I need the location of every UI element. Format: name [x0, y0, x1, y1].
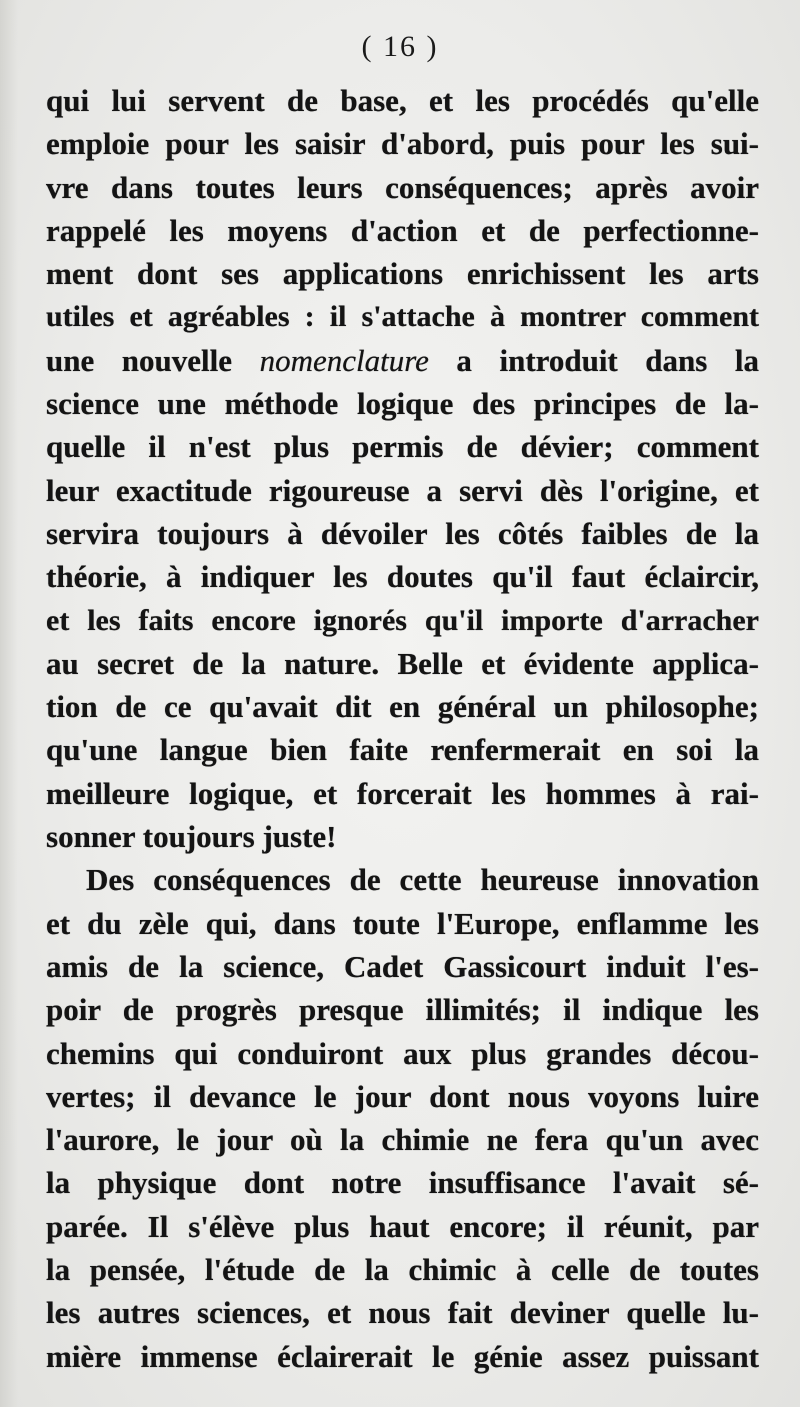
italic-term: nomenclature — [259, 342, 429, 378]
text-line: vre dans toutes leurs conséquences; après avoir — [46, 169, 759, 205]
text-line: mière immense éclairerait le génie assez puissant — [46, 1338, 759, 1374]
text-line: qu'une langue bien faite renfermerait en soi la — [46, 732, 759, 768]
text-line: la physique dont notre insuffisance l'avait sé- — [46, 1165, 759, 1201]
text-line: la pensée, l'étude de la chimic à celle de toutes — [46, 1252, 759, 1288]
text-line: vertes; il devance le jour dont nous voyons luire — [46, 1078, 759, 1114]
text-line: et les faits encore ignorés qu'il importe d'arracher — [46, 603, 759, 637]
text-line: une nouvelle nomenclature a introduit dans la — [46, 342, 760, 378]
text-line: leur exactitude rigoureuse a servi dès l'origine, et — [46, 472, 759, 508]
text-line: et du zèle qui, dans toute l'Europe, enflamme les — [46, 905, 759, 941]
body-text — [46, 79, 759, 1378]
page-edge-shadow — [0, 0, 18, 1407]
text-line: parée. Il s'élève plus haut encore; il réunit, par — [46, 1208, 759, 1244]
text-line: utiles et agréables : il s'attache à montrer comment — [46, 300, 759, 334]
text-line: emploie pour les saisir d'abord, puis pour les sui- — [46, 126, 759, 162]
text-line: amis de la science, Cadet Gassicourt induit l'es- — [46, 948, 759, 984]
text-line: chemins qui conduiront aux plus grandes décou- — [46, 1035, 759, 1071]
text-line-paragraph-start: Des conséquences de cette heureuse innovation — [86, 862, 759, 898]
text-line: qui lui servent de base, et les procédés qu'elle — [46, 83, 759, 118]
text-line: quelle il n'est plus permis de dévier; comment — [46, 429, 759, 465]
text-line: l'aurore, le jour où la chimie ne fera qu'un avec — [46, 1122, 759, 1158]
text-line: théorie, à indiquer les doutes qu'il faut éclaircir, — [46, 559, 759, 595]
text-line: tion de ce qu'avait dit en général un philosophe; — [46, 689, 759, 725]
page-number: ( 16 ) — [361, 30, 439, 63]
text-line: les autres sciences, et nous fait deviner quelle lu- — [46, 1295, 759, 1331]
text-line: poir de progrès presque illimités; il indique les — [46, 992, 759, 1028]
text-line: science une méthode logique des principes de la- — [46, 386, 759, 422]
text-line: ment dont ses applications enrichissent les arts — [46, 256, 759, 292]
text-line: sonner toujours juste! — [46, 819, 337, 855]
text-line: meilleure logique, et forcerait les hommes à rai- — [46, 775, 759, 811]
text-line: servira toujours à dévoiler les côtés faibles de la — [46, 515, 759, 551]
text-line: au secret de la nature. Belle et évidente applica- — [46, 645, 759, 681]
text-line: rappelé les moyens d'action et de perfectionne- — [46, 212, 759, 248]
